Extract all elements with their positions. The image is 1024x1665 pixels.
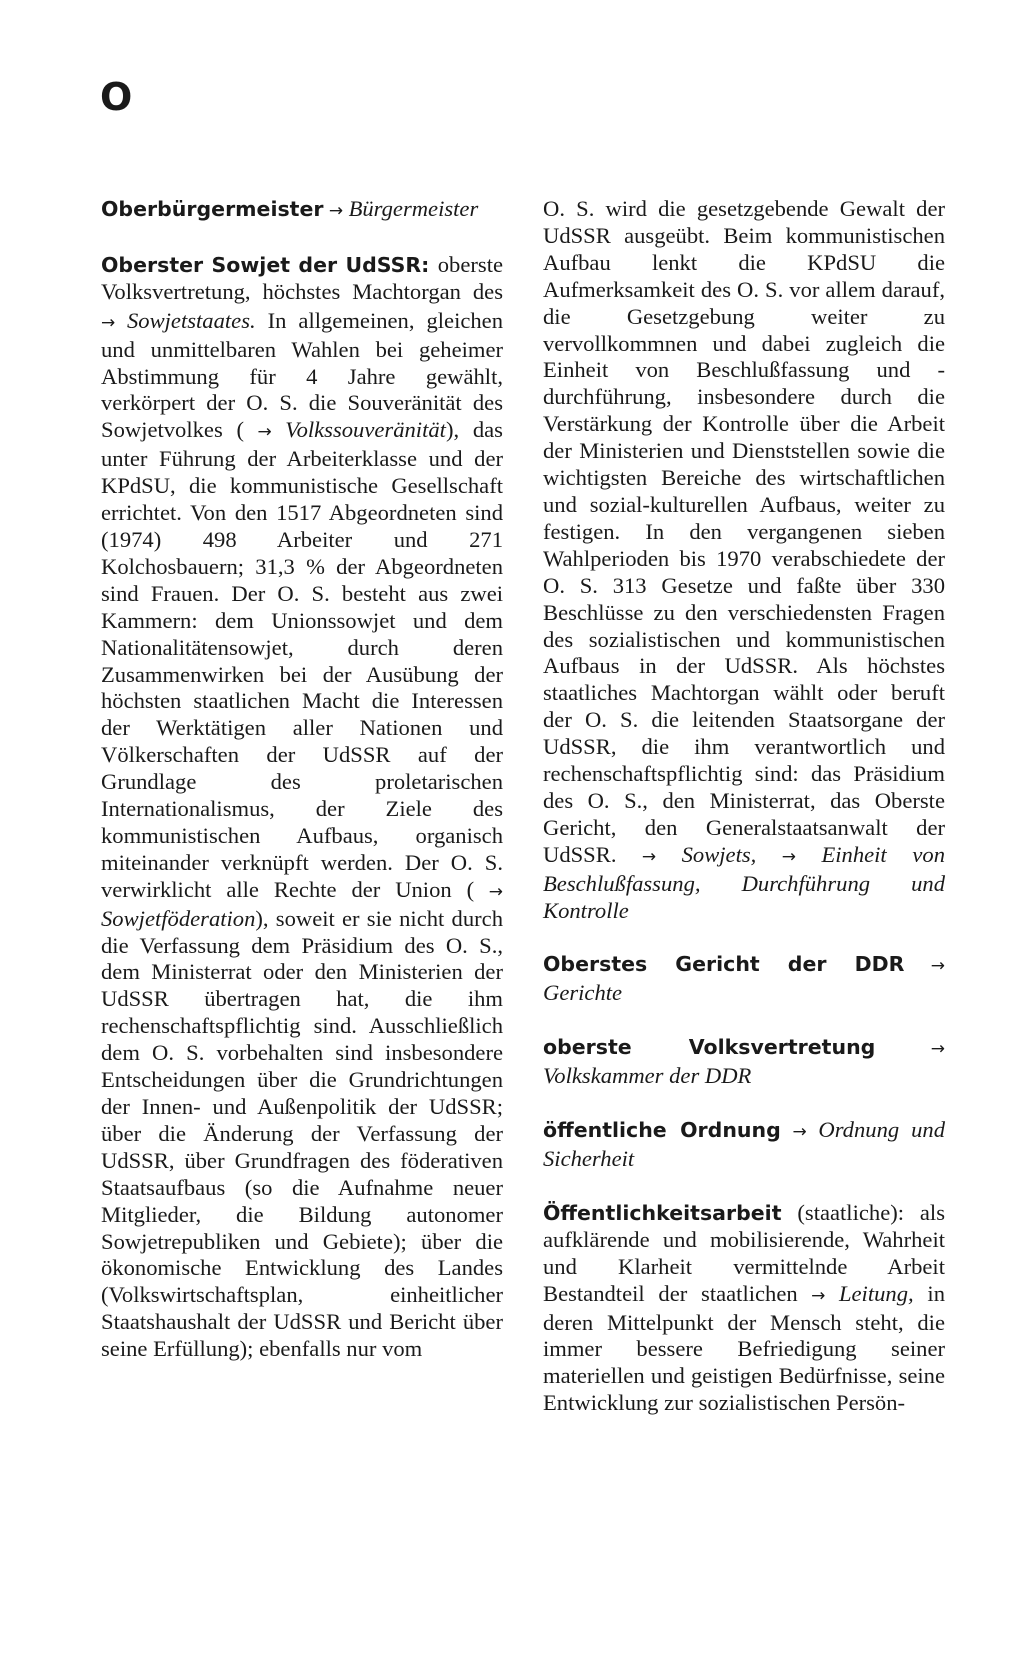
entry-oeffentliche-ordnung — [543, 1117, 945, 1173]
left-column — [101, 196, 503, 1390]
arrow-icon: → — [474, 881, 504, 902]
entry-text: in deren Mittelpunkt der Mensch steht, die immer bessere Befriedigung seiner materiellen und geistigen Bedürfnisse, seine Entwicklung zur sozialistischen Persön- — [543, 1280, 945, 1416]
entry-headword: Oberstes Gericht der DDR — [543, 952, 905, 977]
cross-reference: Ordnung und Sicherheit — [543, 1117, 945, 1171]
entry-headword: Oberbürgermeister — [101, 197, 324, 221]
cross-reference: Bürgermeister — [348, 196, 479, 221]
entry-text: ), das unter Führung der Arbeiterklasse und der KPdSU, die kommunistische Gesellschaft errichtet. Von den 1517 Abgeordneten sind (1974) 498 Arbeiter und 271 Kolchosbauern; 31,3 % der Abgeordneten sind Frauen. Der O. S. besteht aus zwei Kammern: dem Unionssowjet und dem Nationalitätensowjet, durch deren Zusammenwirken bei der Ausübung der höchsten staatlichen Macht die Interessen der Werktätigen aller Nationen und Völkerschaften der UdSSR auf der Grundlage des proletarischen Internationalismus, der Ziele des kommunistischen Aufbaus, organisch miteinander verknüpft werden. Der O. S. verwirklicht alle Rechte der Union ( — [101, 417, 503, 902]
entry-oeffentlichkeitsarbeit — [543, 1200, 945, 1417]
arrow-icon: → — [101, 312, 127, 333]
cross-reference: Sowjets, — [681, 841, 757, 867]
entry-text: oberste Volksvertretung, höchstes Machtorgan des — [101, 251, 503, 304]
right-column — [543, 196, 945, 1444]
entry-oberbuergermeister — [101, 196, 503, 225]
arrow-icon: → — [797, 1285, 839, 1306]
entry-headword: Oberster Sowjet der UdSSR — [101, 252, 422, 277]
arrow-icon: → — [323, 201, 349, 221]
entry-headword: Öffentlichkeitsarbeit — [543, 1200, 782, 1225]
section-letter: O — [100, 75, 133, 119]
entry-oberstes-gericht — [543, 951, 945, 1007]
cross-reference: Volkskammer der DDR — [543, 1063, 752, 1089]
entry-oberster-sowjet — [101, 252, 503, 1363]
cross-reference: Sowjetstaates. — [126, 307, 256, 333]
arrow-icon: → — [904, 956, 945, 977]
cross-reference: Gerichte — [543, 980, 623, 1006]
cross-reference: Volkssouveränität — [285, 417, 446, 443]
entry-oberste-volksvertretung — [543, 1034, 945, 1090]
entry-text: (staatliche): als aufklärende und mobilisierende, Wahrheit und Klarheit vermittelnde Arbeit Bestandteil der staatlichen — [543, 1199, 945, 1306]
entry-text: O. S. wird die gesetzgebende Gewalt der UdSSR ausgeübt. Beim kommunistischen Aufbau lenkt die KPdSU die Aufmerksamkeit des O. S. vor allem darauf, die Gesetzgebung weiter zu vervollkommnen und dabei zugleich die Einheit von Beschlußfassung und -durchführung, insbesondere durch die Verstärkung der Kontrolle über die Arbeit der Ministerien und Dienststellen sowie die wichtigsten Bereiche des wirtschaftlichen und sozial-kulturellen Aufbaus, weiter zu festigen. In den vergangenen sieben Wahlperioden bis 1970 verabschiedete der O. S. 313 Gesetze und faßte über 330 Beschlüsse zu den verschiedensten Fragen des sozialistischen und kommunistischen Aufbaus in der UdSSR. Als höchstes staatliches Machtorgan wählt oder beruft der O. S. die leitenden Staatsorgane der UdSSR, die ihm verantwortlich und rechenschaftspflichtig sind: das Präsidium des O. S., den Ministerrat, das Oberste Gericht, den Generalstaatsanwalt der UdSSR. — [543, 196, 945, 867]
cross-reference: Sowjetföderation — [101, 905, 256, 931]
entry-text: In allgemeinen, gleichen und unmittelbaren Wahlen bei geheimer Abstimmung für 4 Jahre gewählt, verkörpert der O. S. die Souveränität des Sowjetvolkes ( — [101, 307, 503, 443]
arrow-icon: → — [616, 846, 682, 867]
arrow-icon: → — [780, 1122, 819, 1143]
headword-separator: : — [421, 252, 438, 277]
cross-reference: Einheit von Beschlußfassung, Durchführung und Kontrolle — [543, 841, 946, 923]
entry-headword: oberste Volksvertretung — [543, 1035, 876, 1060]
entry-headword: öffentliche Ordnung — [543, 1118, 781, 1143]
arrow-icon: → — [756, 846, 822, 867]
arrow-icon: → — [244, 422, 286, 443]
entry-oberster-sowjet-continued — [543, 196, 945, 924]
cross-reference: Leitung, — [838, 1280, 914, 1306]
arrow-icon: → — [875, 1039, 945, 1060]
entry-text: ), soweit er sie nicht durch die Verfassung dem Präsidium des O. S., dem Ministerrat oder den Ministerien der UdSSR übertragen hat, die ihm rechenschaftspflichtig sind. Ausschließlich dem O. S. vorbehalten sind insbesondere Entscheidungen über die Grundrichtungen der Innen- und Außenpolitik der UdSSR; über die Änderung der Verfassung der UdSSR, über Grundfragen des föderativen Staatsaufbaus (so die Aufnahme neuer Mitglieder, die Bildung autonomer Sowjetrepubliken und Gebiete); über die ökonomische Entwicklung des Landes (Volkswirtschaftsplan, einheitlicher Staatshaushalt der UdSSR und Bericht über seine Erfüllung); ebenfalls nur vom — [101, 905, 503, 1362]
